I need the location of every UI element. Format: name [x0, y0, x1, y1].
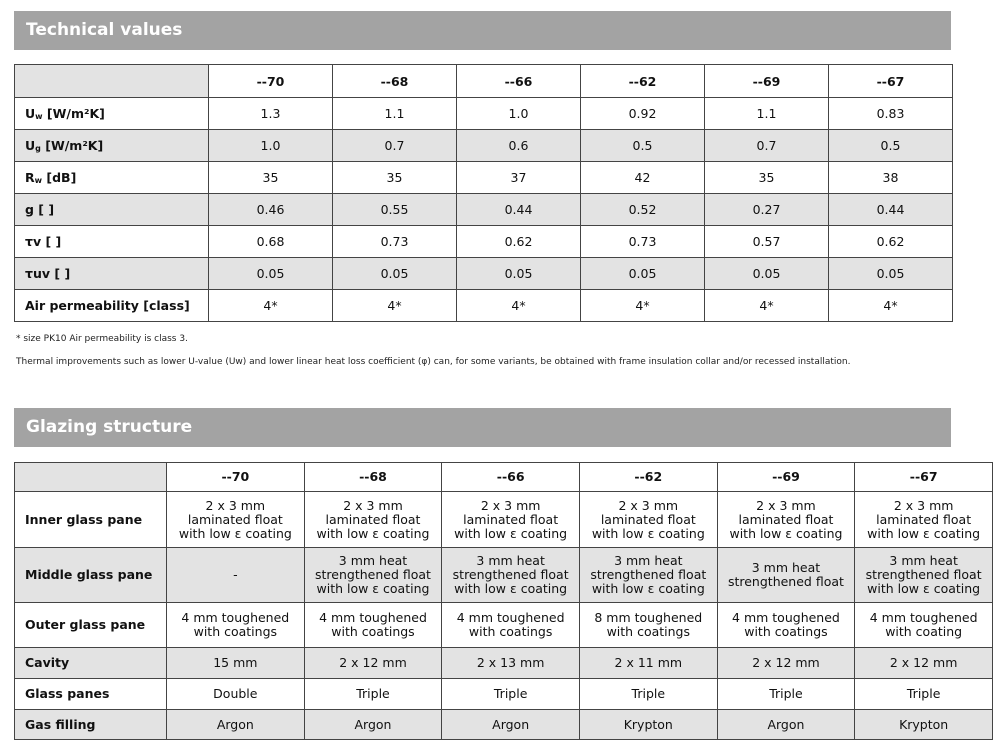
table-row — [15, 162, 953, 194]
row-label: Middle glass pane — [15, 548, 167, 603]
value-line: laminated float — [325, 511, 421, 527]
technical-values-table — [14, 64, 953, 322]
column-header: --62 — [581, 65, 705, 98]
row-label — [15, 162, 209, 194]
row-label-subscript: w — [34, 176, 43, 185]
value-cell: 0.27 — [705, 194, 829, 226]
table-row — [15, 710, 993, 740]
value-line: Triple — [631, 686, 666, 701]
value-line: 4 mm toughened — [732, 610, 840, 625]
value-line: Argon — [216, 716, 254, 732]
table-row — [15, 226, 953, 258]
row-label: Outer glass pane — [15, 603, 167, 648]
value-line: laminated float — [187, 511, 283, 527]
row-label-main: U — [25, 106, 36, 121]
value-line: with low ε coating — [454, 581, 568, 596]
row-label-unit: [W/m²K] — [42, 106, 105, 121]
corner-cell — [15, 65, 209, 98]
value-line: 3 mm heat — [751, 560, 821, 575]
value-cell — [717, 710, 855, 740]
value-cell — [579, 648, 717, 679]
value-line: with low ε coating — [454, 525, 568, 541]
value-cell — [167, 603, 305, 648]
value-cell: 0.7 — [705, 130, 829, 162]
value-line: laminated float — [463, 511, 559, 527]
table-row — [15, 648, 993, 679]
value-line: with low ε coating — [729, 525, 843, 541]
value-line: Triple — [356, 686, 390, 701]
value-line: Triple — [493, 686, 528, 701]
technical-values-heading: Technical values — [14, 11, 951, 50]
value-cell — [717, 603, 855, 648]
value-line: 8 mm toughened — [594, 610, 703, 625]
header-row — [15, 463, 993, 492]
corner-cell — [15, 463, 167, 492]
table-row — [15, 548, 993, 603]
value-line: with low ε coating — [178, 525, 292, 541]
value-line: Argon — [354, 716, 392, 732]
value-cell — [442, 679, 580, 710]
row-label-main: Air permeability [class] — [25, 298, 190, 313]
value-cell — [579, 492, 717, 548]
value-cell: 35 — [705, 162, 829, 194]
value-cell: 37 — [457, 162, 581, 194]
value-line: 3 mm heat — [476, 553, 545, 568]
value-cell: 1.1 — [333, 98, 457, 130]
value-cell — [855, 648, 993, 679]
value-line: 2 x 3 mm — [893, 497, 954, 513]
row-label-main: U — [25, 138, 36, 153]
value-cell: 1.0 — [209, 130, 333, 162]
value-cell: 0.05 — [829, 258, 953, 290]
value-cell — [855, 492, 993, 548]
value-line: 4 mm toughened — [181, 610, 290, 625]
row-label-unit: [W/m²K] — [40, 138, 104, 153]
value-cell — [442, 492, 580, 548]
value-cell: 0.05 — [333, 258, 457, 290]
value-cell — [442, 603, 580, 648]
value-cell — [855, 710, 993, 740]
value-cell: 4* — [457, 290, 581, 322]
value-line: 3 mm heat — [338, 553, 408, 568]
value-line: with coating — [885, 624, 963, 639]
value-cell — [304, 548, 442, 603]
value-cell — [855, 548, 993, 603]
value-cell: 0.46 — [209, 194, 333, 226]
value-cell: 1.0 — [457, 98, 581, 130]
value-cell: 0.05 — [581, 258, 705, 290]
value-cell: 0.05 — [457, 258, 581, 290]
value-cell: 0.7 — [333, 130, 457, 162]
value-line: with coatings — [744, 624, 828, 639]
table-row — [15, 679, 993, 710]
table-row — [15, 130, 953, 162]
value-cell: 4* — [333, 290, 457, 322]
value-cell: 0.5 — [829, 130, 953, 162]
value-cell — [304, 603, 442, 648]
value-cell: 4* — [829, 290, 953, 322]
row-label — [15, 130, 209, 162]
value-cell: 1.1 — [705, 98, 829, 130]
row-label-subscript: w — [35, 112, 43, 121]
value-line: strengthened float — [727, 574, 844, 589]
value-cell — [579, 603, 717, 648]
table-row — [15, 194, 953, 226]
glazing-structure-heading: Glazing structure — [14, 408, 951, 447]
value-line: with low ε coating — [591, 525, 705, 541]
value-line: with coatings — [606, 624, 690, 639]
row-label — [15, 258, 209, 290]
value-cell: 0.73 — [333, 226, 457, 258]
value-cell — [304, 648, 442, 679]
value-line: with low ε coating — [867, 525, 981, 541]
row-label-subscript: g — [35, 144, 41, 153]
value-line: 2 x 3 mm — [480, 497, 541, 513]
value-line: Krypton — [899, 716, 949, 732]
air-permeability-footnote: * size PK10 Air permeability is class 3. — [16, 334, 188, 344]
value-line: 2 x 13 mm — [476, 655, 545, 670]
value-cell: 42 — [581, 162, 705, 194]
value-cell: 0.05 — [705, 258, 829, 290]
value-line: with coatings — [331, 624, 415, 639]
value-cell: 0.68 — [209, 226, 333, 258]
column-header: --69 — [705, 65, 829, 98]
row-label — [15, 98, 209, 130]
value-cell — [717, 548, 855, 603]
column-header: --62 — [579, 463, 717, 492]
value-line: 2 x 3 mm — [618, 497, 679, 513]
value-line: Argon — [492, 716, 530, 732]
value-line: Double — [213, 686, 258, 701]
value-line: with low ε coating — [316, 581, 430, 596]
value-line: 2 x 3 mm — [756, 497, 816, 513]
value-line: with coatings — [468, 624, 553, 639]
value-line: - — [233, 567, 238, 582]
value-cell: 0.44 — [829, 194, 953, 226]
value-line: strengthened float — [315, 567, 431, 582]
column-header: --67 — [829, 65, 953, 98]
value-cell — [579, 548, 717, 603]
value-line: with coatings — [193, 624, 278, 639]
value-line: 2 x 3 mm — [205, 497, 266, 513]
column-header: --68 — [333, 65, 457, 98]
value-cell: 4* — [581, 290, 705, 322]
table-row — [15, 290, 953, 322]
column-header: --69 — [717, 463, 855, 492]
row-label: Cavity — [15, 648, 167, 679]
column-header: --66 — [457, 65, 581, 98]
value-cell — [442, 648, 580, 679]
value-line: Triple — [906, 686, 941, 701]
value-line: laminated float — [600, 511, 696, 527]
value-cell: 0.55 — [333, 194, 457, 226]
row-label: Glass panes — [15, 679, 167, 710]
value-line: 4 mm toughened — [456, 610, 565, 625]
value-cell — [167, 492, 305, 548]
value-cell: 1.3 — [209, 98, 333, 130]
row-label — [15, 226, 209, 258]
row-label: Gas filling — [15, 710, 167, 740]
value-line: 2 x 3 mm — [343, 497, 403, 513]
value-cell — [442, 548, 580, 603]
value-line: with low ε coating — [591, 581, 705, 596]
table-row — [15, 258, 953, 290]
value-line: 2 x 12 mm — [752, 655, 820, 670]
value-cell: 35 — [333, 162, 457, 194]
value-cell: 0.62 — [457, 226, 581, 258]
value-line: laminated float — [876, 511, 972, 527]
value-line: 4 mm toughened — [869, 610, 978, 625]
value-cell — [167, 548, 305, 603]
row-label — [15, 194, 209, 226]
value-line: strengthened float — [590, 567, 707, 582]
value-line: with low ε coating — [867, 581, 981, 596]
row-label-main: g [ ] — [25, 202, 55, 217]
value-line: with low ε coating — [316, 525, 430, 541]
row-label-main: R — [25, 170, 35, 185]
value-cell: 0.73 — [581, 226, 705, 258]
value-cell — [855, 679, 993, 710]
glazing-structure-table — [14, 462, 993, 740]
value-line: laminated float — [738, 511, 834, 527]
value-cell: 0.92 — [581, 98, 705, 130]
value-cell — [167, 679, 305, 710]
row-label-main: τv [ ] — [25, 234, 62, 249]
value-line: 15 mm — [213, 655, 258, 670]
row-label: Inner glass pane — [15, 492, 167, 548]
value-cell — [442, 710, 580, 740]
value-line: 3 mm heat — [889, 553, 958, 568]
value-cell: 0.57 — [705, 226, 829, 258]
value-line: 2 x 12 mm — [889, 655, 958, 670]
column-header: --66 — [442, 463, 580, 492]
value-cell — [579, 710, 717, 740]
value-cell: 0.83 — [829, 98, 953, 130]
value-cell — [304, 492, 442, 548]
value-cell — [717, 492, 855, 548]
column-header: --67 — [855, 463, 993, 492]
value-cell — [304, 710, 442, 740]
value-cell: 0.62 — [829, 226, 953, 258]
row-label — [15, 290, 209, 322]
value-cell: 4* — [705, 290, 829, 322]
header-row — [15, 65, 953, 98]
value-cell — [717, 648, 855, 679]
thermal-improvements-note: Thermal improvements such as lower U-value (Uw) and lower linear heat loss coefficient (φ) can, for some variants, be obtained with frame insulation collar and/or recessed installation. — [16, 357, 851, 367]
value-cell: 0.6 — [457, 130, 581, 162]
value-line: Triple — [769, 686, 803, 701]
value-cell — [304, 679, 442, 710]
value-cell: 0.05 — [209, 258, 333, 290]
value-cell: 0.44 — [457, 194, 581, 226]
column-header: --68 — [304, 463, 442, 492]
value-cell — [579, 679, 717, 710]
column-header: --70 — [209, 65, 333, 98]
value-line: strengthened float — [865, 567, 982, 582]
value-line: 3 mm heat — [614, 553, 683, 568]
value-cell: 35 — [209, 162, 333, 194]
value-line: 2 x 11 mm — [614, 655, 683, 670]
table-row — [15, 98, 953, 130]
value-cell: 38 — [829, 162, 953, 194]
value-cell — [167, 648, 305, 679]
value-cell — [717, 679, 855, 710]
value-line: strengthened float — [452, 567, 569, 582]
column-header: --70 — [167, 463, 305, 492]
row-label-unit: [dB] — [42, 170, 77, 185]
value-line: Krypton — [623, 716, 673, 732]
table-row — [15, 603, 993, 648]
value-cell: 0.5 — [581, 130, 705, 162]
value-cell — [855, 603, 993, 648]
value-cell: 0.52 — [581, 194, 705, 226]
value-line: Argon — [767, 716, 805, 732]
table-row — [15, 492, 993, 548]
value-cell — [167, 710, 305, 740]
row-label-main: τuv [ ] — [25, 266, 71, 281]
value-cell: 4* — [209, 290, 333, 322]
value-line: 2 x 12 mm — [339, 655, 407, 670]
value-line: 4 mm toughened — [319, 610, 427, 625]
